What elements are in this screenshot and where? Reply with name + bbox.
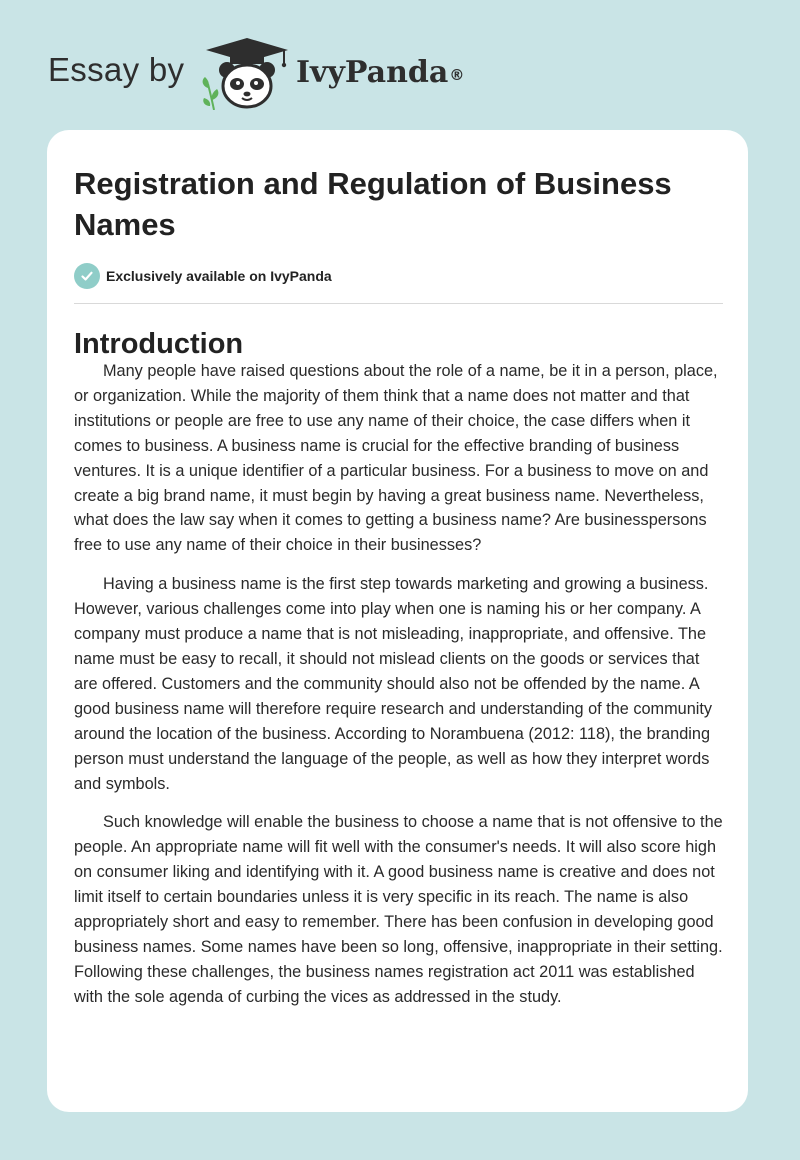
paragraph-1: Many people have raised questions about the role of a name, be it in a person, place, or organization. While the majority of them think that a name does not matter and that institutions or people are free to use any name of their choice, the case differs when it comes to business. A business name is crucial for the effective branding of business ventures. It is a unique identifier of a particular business. For a business to move on and create a big brand name, it must begin by having a great business name. Nevertheless, what does the law say when it comes to getting a business name? Are businesspersons free to use any name of their choice in their businesses? (74, 362, 718, 555)
essay-body (74, 359, 726, 1024)
exclusive-badge (74, 263, 332, 289)
brand-name: IvyPanda (296, 55, 449, 90)
site-header (0, 0, 800, 120)
section-heading-introduction: Introduction (74, 328, 244, 360)
paragraph-2: Having a business name is the first step towards marketing and growing a business. However, various challenges come into play when one is naming his or her company. A company must produce a name that is not misleading, inappropriate, and offensive. The name must be easy to recall, it should not mislead clients on the goods or services that are offered. Customers and the community should also not be offended by the name. A good business name will therefore require research and understanding of the community around the location of the business. According to Norambuena (2012: 118), the branding person must understand the language of the people, as well as how they interpret words and symbols. (74, 575, 713, 793)
ivypanda-brand-wordmark (296, 54, 464, 92)
paragraph-3: Such knowledge will enable the business to choose a name that is not offensive to the people. An appropriate name will fit well with the consumer's needs. It will also score high on consumer liking and identifying with it. A good business name is creative and does not limit itself to certain boundaries unless it is very specific in its reach. The name is also appropriately short and easy to remember. There has been confusion in developing good business names. Some names have been so long, offensive, inappropriate in their setting. Following these challenges, the business names registration act 2011 was established with the sole agenda of curbing the vices as addressed in the study. (74, 813, 723, 1006)
essay-by-label: Essay by (48, 51, 185, 88)
exclusive-label: Exclusively available on IvyPanda (106, 268, 332, 284)
registered-mark: ® (449, 66, 465, 84)
essay-card (47, 130, 748, 1112)
title-divider (74, 303, 723, 304)
checkmark-icon (74, 263, 100, 289)
essay-title: Registration and Regulation of Business Names (74, 166, 672, 242)
ivypanda-panda-logo-icon (200, 36, 292, 110)
